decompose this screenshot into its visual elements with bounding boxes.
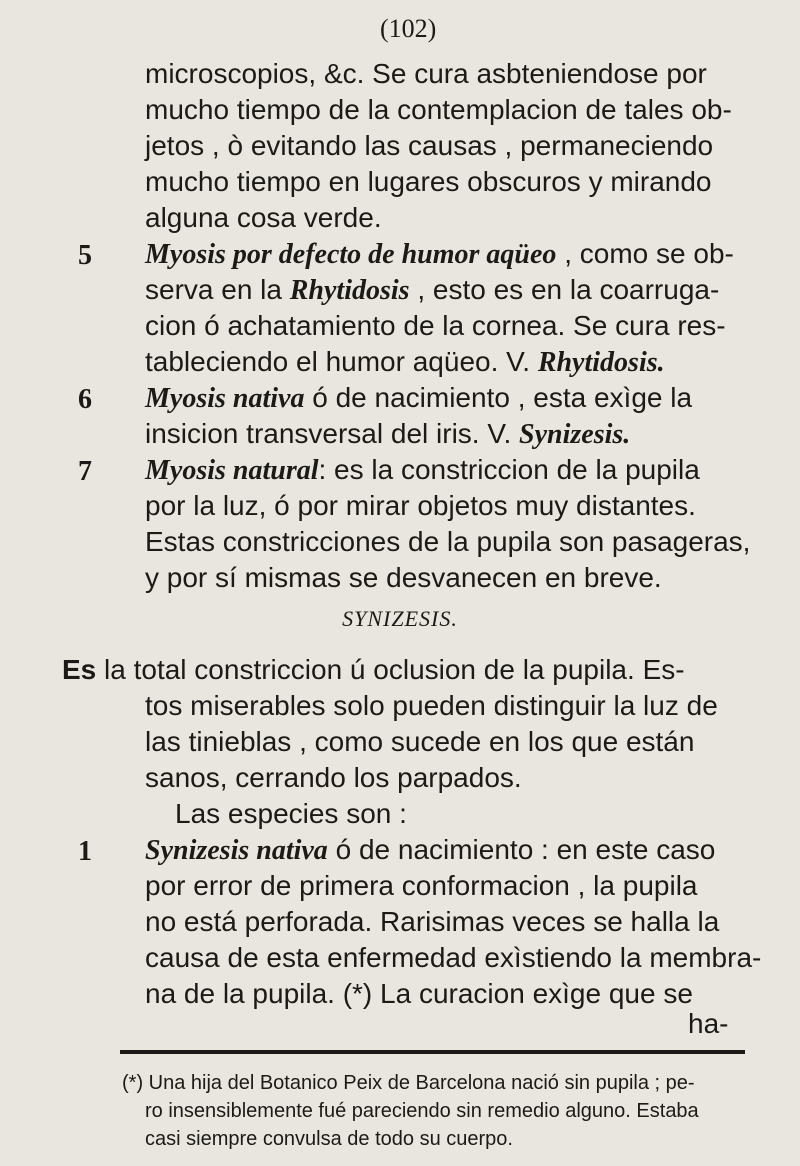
item-number: 5 [78,240,92,271]
text-line [145,454,700,487]
text-fragment: insicion transversal del iris. V. [145,418,520,449]
text-line: por la luz, ó por mirar objetos muy distantes. [145,490,696,521]
text-fragment: , esto es en la coarruga- [409,274,720,305]
text-line: mucho tiempo de la contemplacion de tales ob- [145,94,732,125]
text-line [145,382,692,415]
text-line: causa de esta enfermedad exìstiendo la membra- [145,942,762,973]
text-line [145,274,719,307]
text-line: sanos, cerrando los parpados. [145,762,522,793]
text-line: cion ó achatamiento de la cornea. Se cura res- [145,310,726,341]
text-line: y por sí mismas se desvanecen en breve. [145,562,662,593]
text-line: Estas constricciones de la pupila son pasageras, [145,526,751,557]
text-fragment: , como se ob- [556,238,734,269]
footnote-divider [120,1050,745,1054]
text-line: Las especies son : [175,798,407,829]
text-fragment: ó de nacimiento , esta exìge la [304,382,693,413]
entry-term: Rhytidosis [289,275,410,306]
page-number: (102) [380,14,437,43]
footnote-line: ro insensiblemente fué pareciendo sin remedio alguno. Estaba [145,1100,699,1122]
item-number: 7 [78,456,92,487]
section-heading: SYNIZESIS. [342,606,458,631]
entry-term: Synizesis nativa [145,835,328,866]
text-fragment: la total constriccion ú oclusion de la pupila. Es- [96,654,685,685]
text-fragment: : es la constriccion de la pupila [318,454,700,485]
footnote-line: casi siempre convulsa de todo su cuerpo. [145,1128,513,1150]
entry-term: Myosis nativa [145,383,305,414]
item-number: 1 [78,836,92,867]
text-line: microscopios, &c. Se cura asbteniendose por [145,58,707,89]
footnote-line: (*) Una hija del Botanico Peix de Barcelona nació sin pupila ; pe- [122,1072,695,1094]
text-fragment: tableciendo el humor aqüeo. V. [145,346,538,377]
text-line: por error de primera conformacion , la pupila [145,870,698,901]
entry-term: Myosis natural [145,455,319,486]
text-line: tos miserables solo pueden distinguir la luz de [145,690,718,721]
text-fragment: Es [62,654,97,685]
text-line: jetos , ò evitando las causas , permaneciendo [145,130,714,161]
text-fragment: ó de nacimiento : en este caso [327,834,716,865]
entry-term: Myosis por defecto de humor aqüeo [145,239,557,270]
text-line [145,418,630,451]
text-fragment: serva en la [145,274,290,305]
item-number: 6 [78,384,92,415]
text-line: na de la pupila. (*) La curacion exìge que se [145,978,693,1009]
entry-term: Synizesis. [519,419,631,450]
entry-term: Rhytidosis. [537,347,665,378]
text-line: no está perforada. Rarisimas veces se halla la [145,906,720,937]
text-line [62,654,685,686]
catchword: ha- [688,1008,729,1039]
text-line: alguna cosa verde. [145,202,382,233]
text-line [145,834,715,867]
text-line [145,346,665,379]
text-line: las tinieblas , como sucede en los que están [145,726,695,757]
text-line: mucho tiempo en lugares obscuros y mirando [145,166,712,197]
text-line [145,238,734,271]
